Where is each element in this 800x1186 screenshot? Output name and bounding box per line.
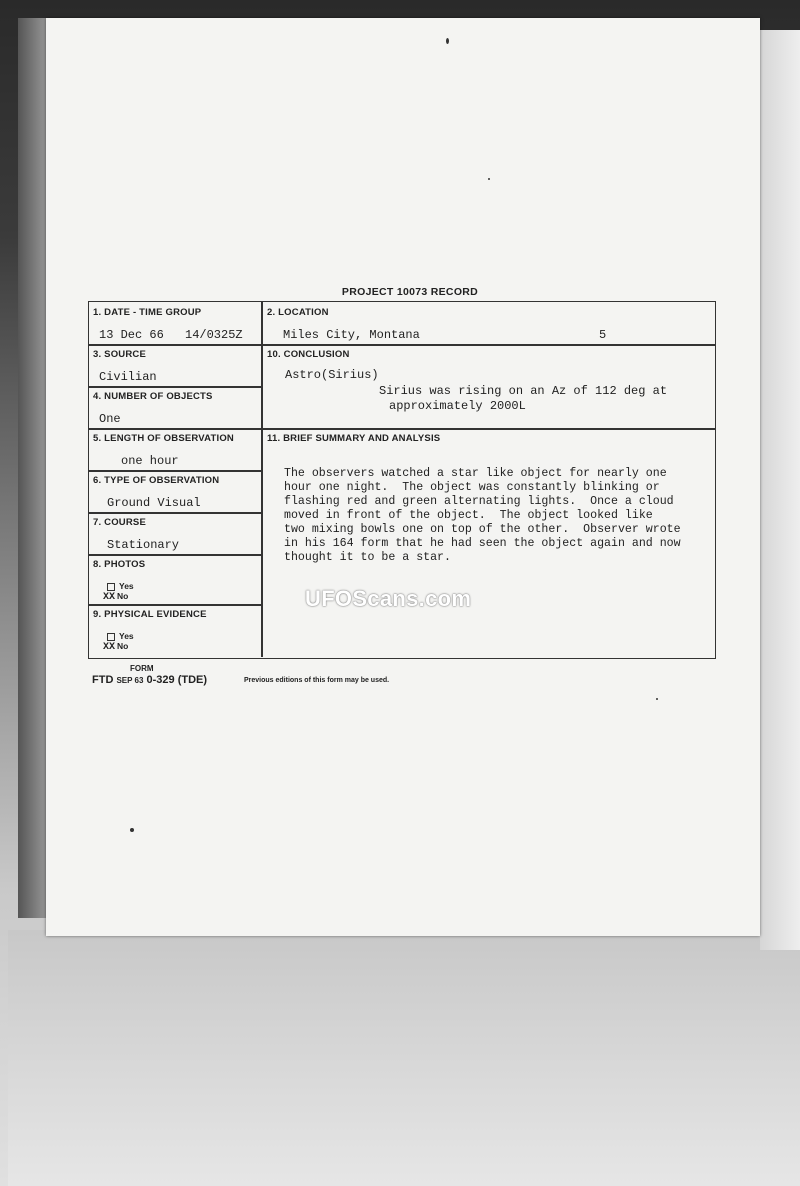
number-of-objects-label: 4. NUMBER OF OBJECTS [93,391,213,402]
physical-evidence-no-option[interactable] [103,641,128,653]
column-divider [261,302,263,657]
date-time-group-label: 1. DATE - TIME GROUP [93,307,202,318]
speck [446,38,449,44]
physical-evidence-label: 9. PHYSICAL EVIDENCE [93,609,207,620]
conclusion-value: Astro(Sirius) [285,368,379,382]
row-divider [89,512,261,514]
conclusion-label: 10. CONCLUSION [267,349,350,360]
photos-yes-option[interactable] [107,581,134,591]
summary-text: The observers watched a star like object for nearly one hour one night. The object was constantly blinking or flashing red and green alternating lights. Once a cloud moved in front of the object. The object looked like two mixing bowls one on top of the other. Observer wrote in his 164 form that he had seen the object again and now thought it to be a star. [284,467,681,564]
row-divider [89,428,715,430]
course-value: Stationary [107,538,180,552]
footer-form-word: FORM [130,664,154,673]
source-value: Civilian [99,370,157,384]
row-divider [89,344,715,346]
photos-yes-label: Yes [119,581,134,591]
course-label: 7. COURSE [93,517,147,528]
footer-note: Previous editions of this form may be used. [244,677,390,684]
location-value: Miles City, Montana [283,328,420,342]
length-of-observation-value: one hour [121,454,179,468]
paper-right-edge [760,30,800,950]
row-divider [89,604,261,606]
physical-evidence-yes-option[interactable] [107,631,134,641]
conclusion-detail-line1: Sirius was rising on an Az of 112 deg at [379,384,668,398]
checkbox-icon [107,583,115,591]
source-label: 3. SOURCE [93,349,147,360]
footer-code-prefix: FTD [92,674,114,686]
date-value: 13 Dec 66 [99,328,164,342]
type-of-observation-label: 6. TYPE OF OBSERVATION [93,475,220,486]
footer-code-number: 0-329 (TDE) [146,674,208,686]
photos-no-label: No [117,591,129,601]
checkbox-icon [107,633,115,641]
watermark: UFOScans.com [305,586,472,611]
lower-sheet [8,930,800,1186]
photos-label: 8. PHOTOS [93,559,146,570]
conclusion-detail-line2: approximately 2000L [389,399,526,413]
physical-evidence-no-mark: XX [103,642,116,653]
footer-code-date: SEP 63 [116,676,144,685]
type-of-observation-value: Ground Visual [107,496,201,510]
page-marker: 5 [599,328,607,342]
row-divider [89,386,261,388]
photos-no-mark: XX [103,592,116,603]
paper-left-edge [18,18,48,918]
row-divider [89,470,261,472]
speck [656,698,658,700]
summary-label: 11. BRIEF SUMMARY AND ANALYSIS [267,433,441,444]
speck [130,828,134,832]
time-value: 14/0325Z [185,328,243,342]
location-label: 2. LOCATION [267,307,329,318]
row-divider [89,554,261,556]
form-title: PROJECT 10073 RECORD [341,286,479,298]
photos-no-option[interactable] [103,591,128,603]
physical-evidence-no-label: No [117,641,129,651]
speck [488,178,490,180]
footer-form-code [92,674,207,686]
number-of-objects-value: One [99,412,121,426]
physical-evidence-yes-label: Yes [119,631,134,641]
length-of-observation-label: 5. LENGTH OF OBSERVATION [93,433,234,444]
